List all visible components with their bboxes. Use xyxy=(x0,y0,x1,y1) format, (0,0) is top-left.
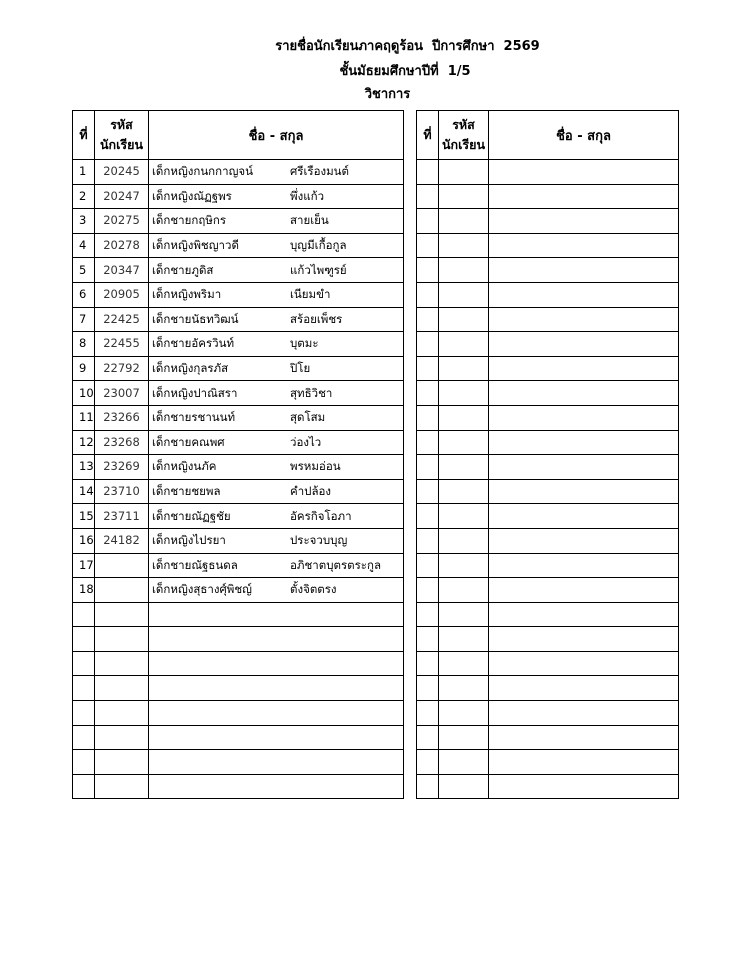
table-row xyxy=(73,184,404,209)
table-row xyxy=(73,651,404,676)
cell-student-code xyxy=(95,750,149,775)
cell-no xyxy=(417,725,439,750)
cell-no: 18 xyxy=(73,578,95,603)
cell-student-code: 20905 xyxy=(95,282,149,307)
cell-full-name xyxy=(489,381,679,406)
table-row xyxy=(73,282,404,307)
cell-no xyxy=(417,332,439,357)
cell-no: 5 xyxy=(73,258,95,283)
cell-student-code: 20247 xyxy=(95,184,149,209)
last-name: พรหมอ่อน xyxy=(290,459,341,474)
cell-full-name xyxy=(489,233,679,258)
cell-no xyxy=(417,479,439,504)
cell-full-name xyxy=(149,307,404,332)
table-row xyxy=(73,725,404,750)
col-header-code-line2: นักเรียน xyxy=(100,137,143,152)
last-name: สายเย็น xyxy=(290,213,329,228)
col-header-code-line2: นักเรียน xyxy=(442,137,485,152)
first-name: เด็กหญิงพิชญาวดี xyxy=(152,238,239,253)
cell-no xyxy=(417,356,439,381)
cell-student-code xyxy=(439,651,489,676)
first-name: เด็กชายณัฐธนดล xyxy=(152,557,238,572)
cell-full-name xyxy=(489,307,679,332)
table-row xyxy=(417,676,679,701)
cell-student-code xyxy=(439,750,489,775)
table-row xyxy=(417,553,679,578)
student-roster-table-right xyxy=(416,110,679,799)
cell-no: 12 xyxy=(73,430,95,455)
last-name: บุญมีเกื้อกูล xyxy=(290,238,347,253)
cell-student-code xyxy=(95,627,149,652)
cell-student-code: 22425 xyxy=(95,307,149,332)
cell-no xyxy=(417,676,439,701)
table-row xyxy=(73,258,404,283)
cell-no xyxy=(417,455,439,480)
table-row xyxy=(417,479,679,504)
class-line: ชั้นมัธยมศึกษาปีที่ 1/5 xyxy=(339,64,471,79)
cell-full-name xyxy=(149,504,404,529)
table-row xyxy=(73,701,404,726)
last-name: ว่องไว xyxy=(290,434,322,449)
table-row xyxy=(417,233,679,258)
cell-no: 2 xyxy=(73,184,95,209)
last-name: อัครกิจโอภา xyxy=(290,508,352,523)
cell-student-code xyxy=(439,233,489,258)
table-row xyxy=(73,160,404,185)
col-header-code-line1: รหัส xyxy=(110,117,133,132)
table-row xyxy=(417,725,679,750)
table-row xyxy=(73,750,404,775)
table-row xyxy=(73,381,404,406)
first-name: เด็กชายกฤษิกร xyxy=(152,213,227,228)
cell-full-name xyxy=(489,750,679,775)
last-name: ปิโย xyxy=(290,361,311,376)
table-header-row xyxy=(417,111,679,160)
table-row xyxy=(73,307,404,332)
cell-student-code xyxy=(439,307,489,332)
last-name: สุดโสม xyxy=(290,410,326,425)
last-name: สุทธิวิชา xyxy=(290,385,333,400)
first-name: เด็กหญิงกุลรภัส xyxy=(152,361,229,376)
cell-student-code: 23268 xyxy=(95,430,149,455)
table-row xyxy=(417,627,679,652)
table-row xyxy=(417,405,679,430)
table-row xyxy=(417,160,679,185)
first-name: เด็กชายนัธทวิฒน์ xyxy=(152,311,239,326)
cell-student-code xyxy=(439,160,489,185)
cell-no xyxy=(73,627,95,652)
table-row xyxy=(417,381,679,406)
cell-student-code: 20275 xyxy=(95,209,149,234)
cell-student-code: 24182 xyxy=(95,528,149,553)
cell-student-code xyxy=(95,553,149,578)
cell-student-code xyxy=(439,455,489,480)
last-name: อภิชาตบุตรตระกูล xyxy=(290,557,381,572)
cell-full-name xyxy=(149,184,404,209)
last-name: คำปล้อง xyxy=(290,484,332,499)
cell-student-code xyxy=(439,602,489,627)
cell-full-name xyxy=(489,578,679,603)
cell-full-name xyxy=(149,602,404,627)
cell-full-name xyxy=(489,553,679,578)
first-name: เด็กชายภูดิส xyxy=(152,262,214,277)
cell-full-name xyxy=(149,430,404,455)
first-name: เด็กหญิงปาณิสรา xyxy=(152,385,238,400)
col-header-name: ชื่อ - สกุล xyxy=(149,111,404,160)
table-row xyxy=(417,307,679,332)
cell-no xyxy=(417,430,439,455)
cell-full-name xyxy=(489,651,679,676)
cell-no xyxy=(417,209,439,234)
last-name: บุตมะ xyxy=(290,336,319,351)
cell-student-code: 23269 xyxy=(95,455,149,480)
cell-no: 14 xyxy=(73,479,95,504)
cell-student-code: 23266 xyxy=(95,405,149,430)
cell-full-name xyxy=(149,725,404,750)
cell-full-name xyxy=(149,750,404,775)
cell-no xyxy=(73,725,95,750)
table-row xyxy=(73,602,404,627)
cell-student-code xyxy=(95,676,149,701)
cell-student-code: 20347 xyxy=(95,258,149,283)
page-title: รายชื่อนักเรียนภาคฤดูร้อน ปีการศึกษา 2569 xyxy=(275,39,540,54)
cell-no xyxy=(73,602,95,627)
cell-no xyxy=(417,627,439,652)
cell-student-code xyxy=(439,504,489,529)
cell-no xyxy=(417,258,439,283)
cell-full-name xyxy=(149,160,404,185)
cell-student-code xyxy=(439,332,489,357)
cell-student-code xyxy=(439,528,489,553)
cell-student-code xyxy=(439,725,489,750)
cell-full-name xyxy=(149,282,404,307)
cell-full-name xyxy=(149,701,404,726)
cell-student-code: 22792 xyxy=(95,356,149,381)
table-row xyxy=(73,332,404,357)
cell-student-code xyxy=(439,774,489,799)
first-name: เด็กชายณัฏฐชัย xyxy=(152,508,231,523)
cell-no: 10 xyxy=(73,381,95,406)
cell-no xyxy=(417,651,439,676)
subject-line: วิชาการ xyxy=(364,87,411,102)
first-name: เด็กชายอัครวินท์ xyxy=(152,336,235,351)
cell-student-code: 23710 xyxy=(95,479,149,504)
first-name: เด็กชายรชานนท์ xyxy=(152,410,236,425)
cell-student-code: 20278 xyxy=(95,233,149,258)
cell-student-code xyxy=(439,676,489,701)
cell-student-code xyxy=(439,578,489,603)
cell-no xyxy=(73,701,95,726)
cell-full-name xyxy=(149,233,404,258)
col-header-code-line1: รหัส xyxy=(452,117,475,132)
table-row xyxy=(417,184,679,209)
table-row xyxy=(417,430,679,455)
cell-full-name xyxy=(489,701,679,726)
table-row xyxy=(73,578,404,603)
cell-full-name xyxy=(489,160,679,185)
cell-no xyxy=(417,233,439,258)
cell-no xyxy=(417,160,439,185)
cell-no: 8 xyxy=(73,332,95,357)
table-row xyxy=(417,602,679,627)
cell-full-name xyxy=(489,430,679,455)
cell-full-name xyxy=(149,479,404,504)
cell-student-code: 20245 xyxy=(95,160,149,185)
cell-full-name xyxy=(489,479,679,504)
first-name: เด็กชายชยพล xyxy=(152,484,221,499)
last-name: สร้อยเพ็ชร xyxy=(290,311,343,326)
cell-full-name xyxy=(489,528,679,553)
cell-full-name xyxy=(489,184,679,209)
table-row xyxy=(73,356,404,381)
col-header-code xyxy=(95,111,149,160)
cell-no xyxy=(417,602,439,627)
table-row xyxy=(73,504,404,529)
table-header-row xyxy=(73,111,404,160)
cell-no xyxy=(417,774,439,799)
cell-student-code xyxy=(95,725,149,750)
last-name: แก้วไพฑูรย์ xyxy=(290,262,347,277)
cell-student-code xyxy=(439,553,489,578)
cell-student-code xyxy=(439,209,489,234)
student-roster-table-left xyxy=(72,110,404,799)
first-name: เด็กหญิงพริมา xyxy=(152,287,222,302)
cell-no xyxy=(417,184,439,209)
table-row xyxy=(73,233,404,258)
last-name: ศรีเรืองมนต์ xyxy=(290,164,350,179)
first-name: เด็กหญิงสุธางศุ์พิชญ์ xyxy=(152,582,252,597)
cell-full-name xyxy=(489,504,679,529)
cell-no xyxy=(417,307,439,332)
cell-no xyxy=(417,553,439,578)
first-name: เด็กชายคณพศ xyxy=(152,434,225,449)
cell-no xyxy=(417,405,439,430)
col-header-no: ที่ xyxy=(417,111,439,160)
cell-full-name xyxy=(149,258,404,283)
cell-student-code xyxy=(439,405,489,430)
col-header-code xyxy=(439,111,489,160)
cell-full-name xyxy=(489,209,679,234)
cell-student-code xyxy=(439,282,489,307)
table-row xyxy=(73,553,404,578)
table-row xyxy=(417,651,679,676)
last-name: ตั้งจิตตรง xyxy=(290,582,337,597)
table-row xyxy=(73,430,404,455)
cell-full-name xyxy=(149,332,404,357)
table-row xyxy=(73,455,404,480)
cell-student-code: 22455 xyxy=(95,332,149,357)
cell-full-name xyxy=(489,405,679,430)
last-name: เนียมขำ xyxy=(290,287,331,302)
cell-full-name xyxy=(149,356,404,381)
cell-student-code xyxy=(439,627,489,652)
cell-full-name xyxy=(489,455,679,480)
cell-student-code xyxy=(439,430,489,455)
table-row xyxy=(417,258,679,283)
cell-student-code xyxy=(439,479,489,504)
cell-no: 3 xyxy=(73,209,95,234)
cell-no xyxy=(73,651,95,676)
table-row xyxy=(417,750,679,775)
cell-full-name xyxy=(489,627,679,652)
cell-full-name xyxy=(149,528,404,553)
cell-no xyxy=(417,282,439,307)
first-name: เด็กหญิงณัฏฐพร xyxy=(152,188,232,203)
cell-student-code xyxy=(439,381,489,406)
cell-full-name xyxy=(489,602,679,627)
cell-student-code xyxy=(95,774,149,799)
table-row xyxy=(417,504,679,529)
cell-student-code: 23711 xyxy=(95,504,149,529)
table-row xyxy=(73,405,404,430)
cell-student-code xyxy=(95,651,149,676)
last-name: พึ่งแก้ว xyxy=(290,188,325,203)
cell-full-name xyxy=(489,725,679,750)
cell-no: 16 xyxy=(73,528,95,553)
table-row xyxy=(417,578,679,603)
cell-full-name xyxy=(489,356,679,381)
cell-full-name xyxy=(149,578,404,603)
cell-no xyxy=(73,676,95,701)
table-row xyxy=(73,627,404,652)
cell-no xyxy=(73,750,95,775)
cell-no xyxy=(417,528,439,553)
table-row xyxy=(417,455,679,480)
cell-no xyxy=(417,750,439,775)
cell-student-code xyxy=(95,602,149,627)
table-row xyxy=(417,282,679,307)
cell-no: 6 xyxy=(73,282,95,307)
cell-no: 13 xyxy=(73,455,95,480)
cell-full-name xyxy=(149,405,404,430)
cell-no: 17 xyxy=(73,553,95,578)
cell-full-name xyxy=(149,676,404,701)
cell-full-name xyxy=(149,455,404,480)
cell-full-name xyxy=(149,774,404,799)
cell-student-code xyxy=(439,356,489,381)
cell-full-name xyxy=(489,774,679,799)
table-row xyxy=(417,528,679,553)
cell-no xyxy=(417,381,439,406)
cell-full-name xyxy=(149,553,404,578)
col-header-name: ชื่อ - สกุล xyxy=(489,111,679,160)
cell-student-code xyxy=(439,184,489,209)
last-name: ประจวบบุญ xyxy=(290,533,348,548)
table-row xyxy=(417,332,679,357)
cell-no xyxy=(417,701,439,726)
cell-no: 7 xyxy=(73,307,95,332)
col-header-no: ที่ xyxy=(73,111,95,160)
table-row xyxy=(73,209,404,234)
first-name: เด็กหญิงไปรยา xyxy=(152,533,226,548)
table-row xyxy=(417,701,679,726)
cell-full-name xyxy=(489,258,679,283)
cell-full-name xyxy=(149,627,404,652)
table-row xyxy=(73,528,404,553)
cell-student-code xyxy=(439,258,489,283)
cell-full-name xyxy=(489,332,679,357)
cell-no: 4 xyxy=(73,233,95,258)
first-name: เด็กหญิงกนกกาญจน์ xyxy=(152,164,253,179)
first-name: เด็กหญิงนภัค xyxy=(152,459,217,474)
cell-student-code xyxy=(439,701,489,726)
cell-no xyxy=(73,774,95,799)
cell-no: 11 xyxy=(73,405,95,430)
cell-no: 15 xyxy=(73,504,95,529)
table-row xyxy=(73,479,404,504)
table-row xyxy=(73,774,404,799)
cell-student-code xyxy=(95,701,149,726)
cell-no xyxy=(417,504,439,529)
cell-full-name xyxy=(489,676,679,701)
cell-no: 1 xyxy=(73,160,95,185)
cell-student-code: 23007 xyxy=(95,381,149,406)
cell-full-name xyxy=(149,651,404,676)
table-row xyxy=(73,676,404,701)
cell-student-code xyxy=(95,578,149,603)
cell-no xyxy=(417,578,439,603)
cell-full-name xyxy=(149,381,404,406)
cell-no: 9 xyxy=(73,356,95,381)
cell-full-name xyxy=(149,209,404,234)
table-row xyxy=(417,209,679,234)
cell-full-name xyxy=(489,282,679,307)
table-row xyxy=(417,774,679,799)
table-row xyxy=(417,356,679,381)
